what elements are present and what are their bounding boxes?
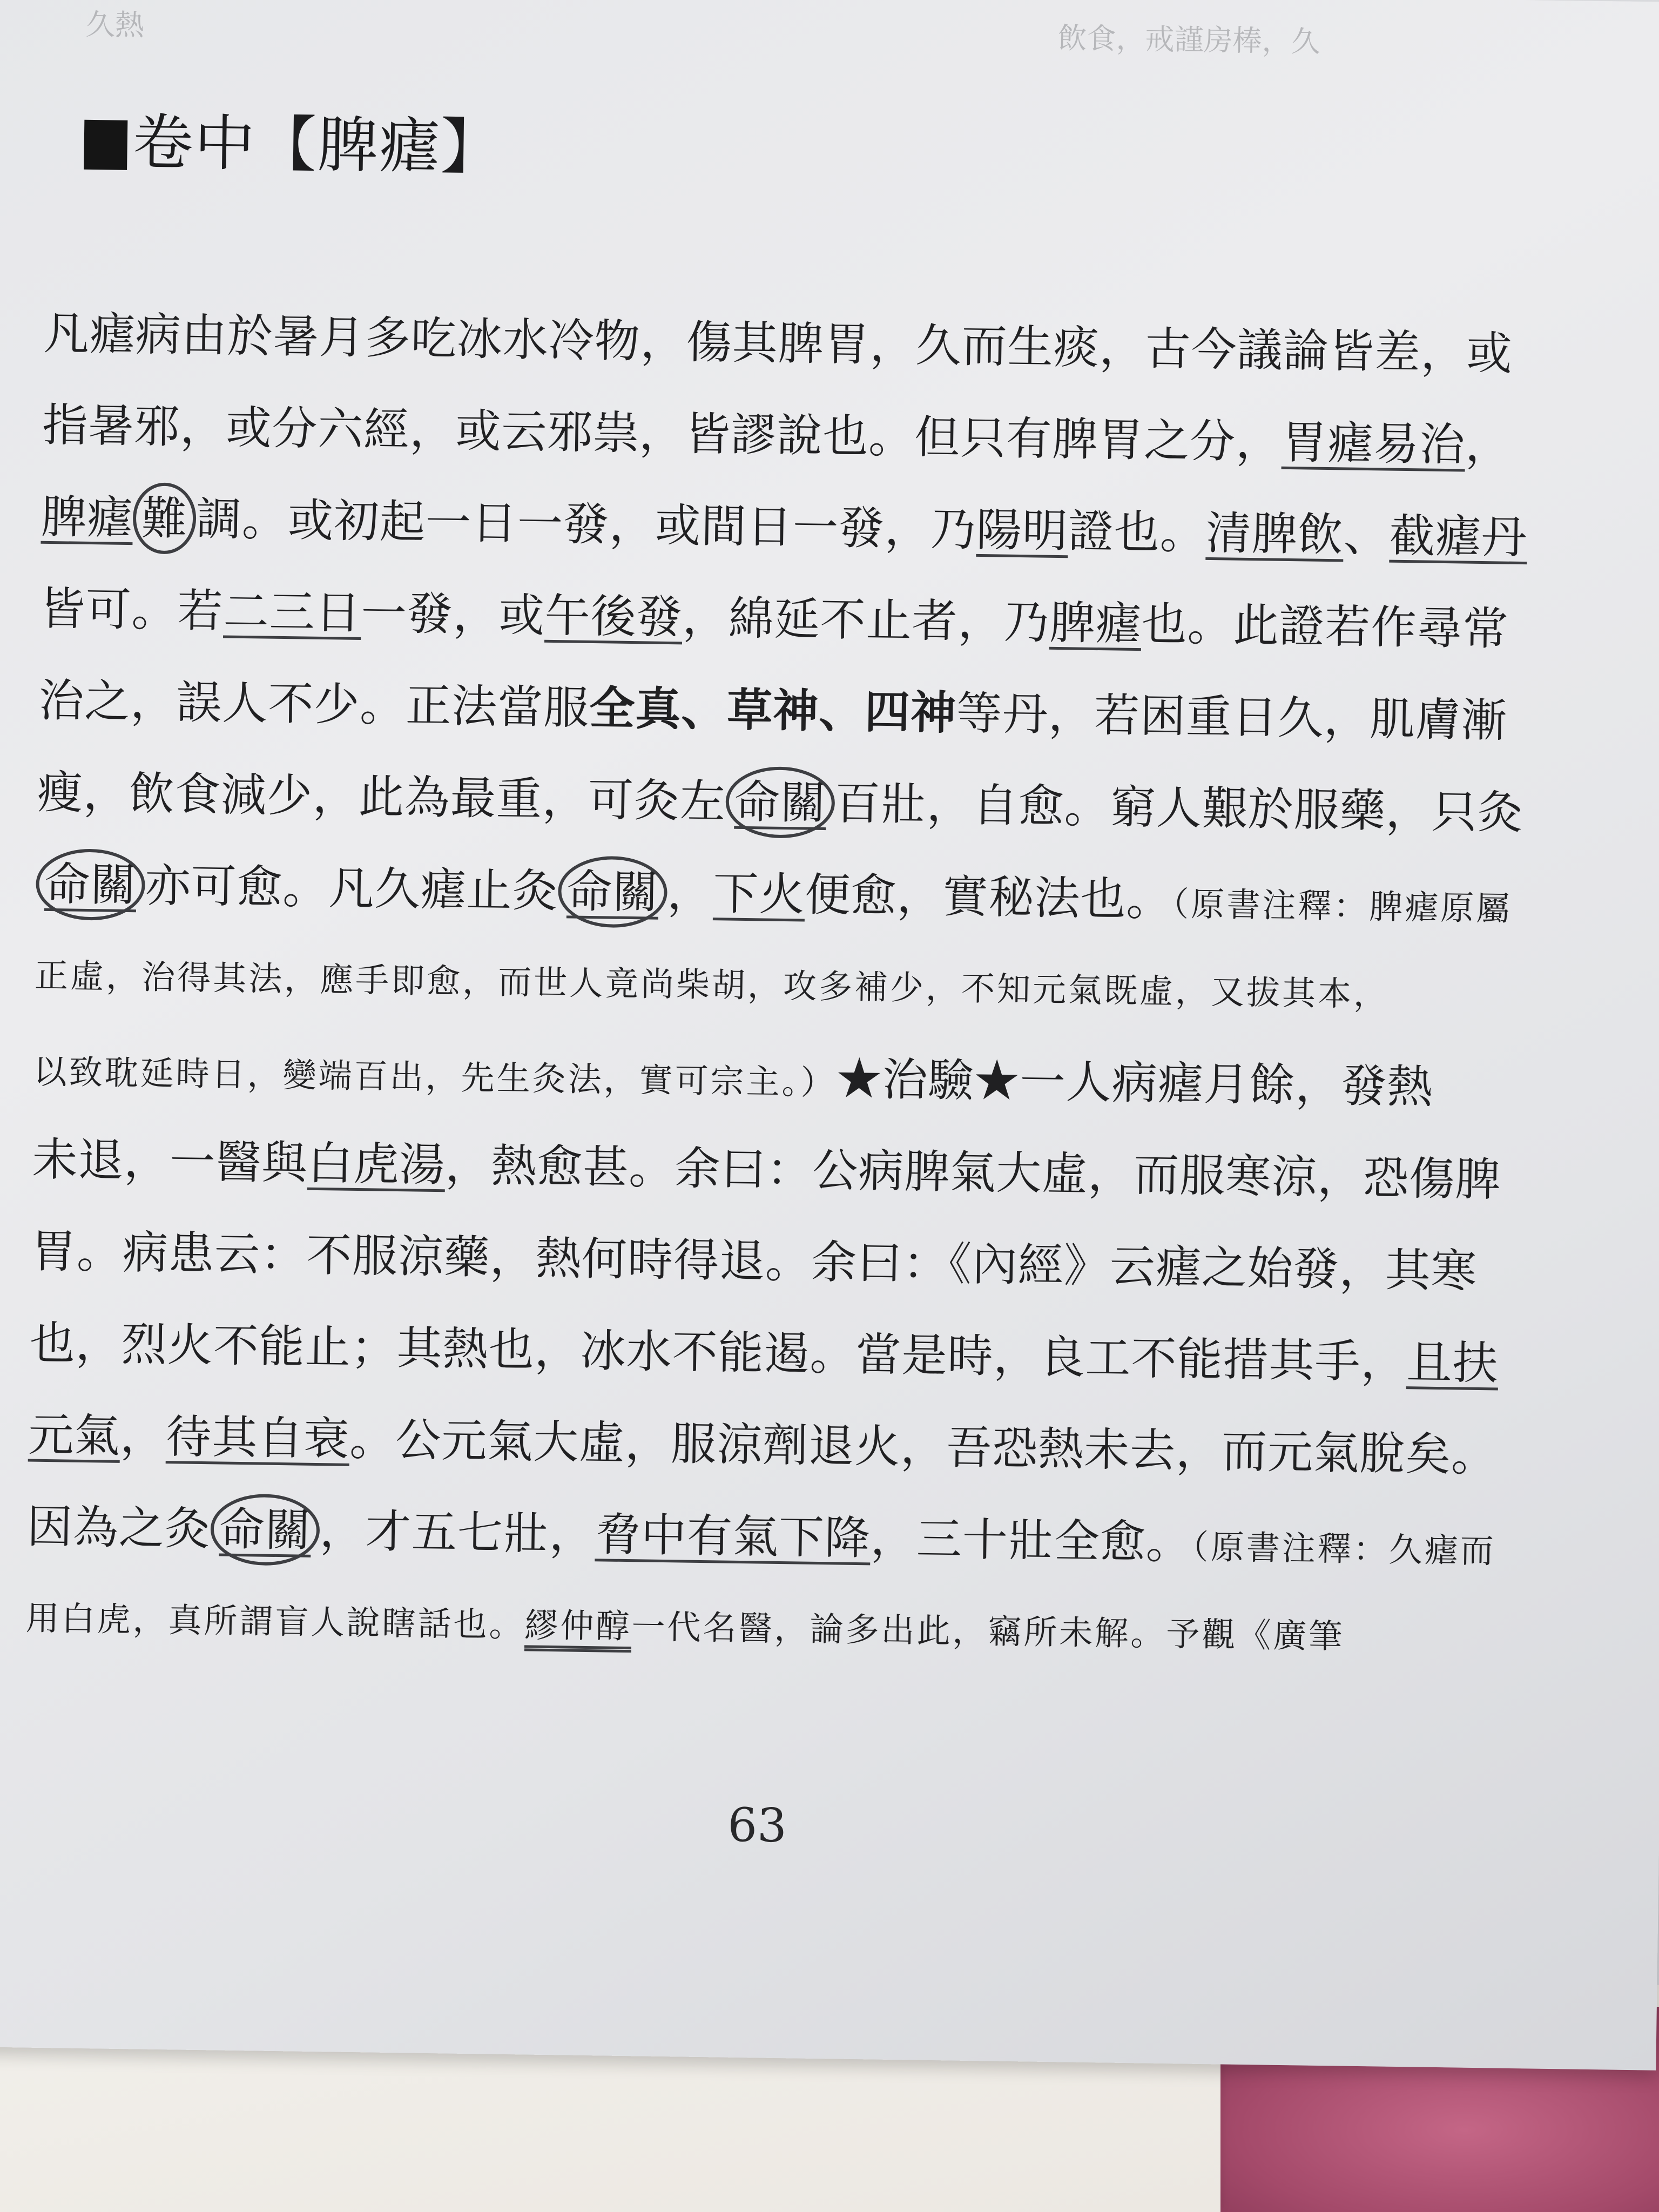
text-span: 指暑邪，或分六經，或云邪祟，皆謬說也。但只有脾胃之分， [42,398,1282,469]
text-span: 一發，或 [361,586,545,642]
annotation-text: （原書注釋：脾瘧原屬 [1171,884,1512,928]
annotation-text: （原書注釋：久瘧而 [1191,1527,1496,1571]
underlined-phrase: 截瘧丹 [1389,509,1528,564]
underlined-phrase: 陽明 [976,503,1069,558]
annotation-text: 用白虎，真所謂盲人說瞎話也。 [25,1598,525,1645]
underlined-phrase: 下火 [712,867,806,921]
text-span: ， [666,866,714,920]
bleed-through-text [85,2,1598,64]
text-span: ，熱愈甚。余曰：公病脾氣大虛，而服寒涼，恐傷脾 [444,1138,1501,1206]
text-span: 等丹，若困重日久，肌膚漸 [956,686,1508,747]
text-span: 皆可。若 [39,582,224,638]
underlined-phrase: 清脾飲 [1205,506,1344,562]
annotation-text: 一代名醫，論多出此，竊所未解。予觀《廣筆 [631,1607,1345,1656]
underlined-phrase: 待其自衰 [165,1410,350,1466]
underlined-phrase: 胃瘧易治 [1281,415,1466,471]
underlined-phrase: 二三日 [223,584,362,640]
text-span: 證也。 [1068,504,1206,559]
bold-phrase: 全真、草神、四神 [589,680,957,740]
circled-phrase: 命關 [210,1493,320,1566]
bleed-right: 飲食，戒謹房棒，久 [1057,21,1321,59]
text-span: ， [1465,418,1512,472]
text-span: 調。或初起一日一發，或間日一發，乃 [195,492,977,556]
text-span: ，綿延不止者，乃 [682,591,1050,649]
text-span: 。公元氣大虛，服涼劑退火，吾恐熱未去，而元氣脫矣。 [349,1412,1498,1482]
text-span: 亦可愈。凡久瘧止灸 [144,859,559,918]
text-span: ★治驗★一人病瘧月餘，發熱 [836,1052,1434,1114]
underlined-phrase: 午後發 [544,589,683,644]
circled-character: 難 [132,482,197,555]
main-text [25,287,1567,1685]
underlined-phrase: 脅中有氣下降 [595,1508,871,1565]
text-span: ，才五七壯， [319,1504,596,1561]
circled-phrase: 命關 [725,766,835,839]
text-span: 便愈，實秘法也。 [804,868,1173,927]
text-span: 凡瘧病由於暑月多吃冰水冷物，傷其脾胃，久而生痰，古今議論皆差，或 [43,306,1513,380]
text-span: ， [119,1409,167,1464]
text-span: 、 [1343,508,1390,562]
heading-block-icon [84,119,127,170]
text-span: 也。此證若作尋常 [1141,597,1509,656]
page-number: 63 [727,1798,787,1853]
annotation-text: 正虛，治得其法，應手即愈，而世人竟尚柴胡，攻多補少，不知元氣既虛，又拔其本， [34,955,1390,1014]
underlined-phrase: 且扶 [1406,1336,1499,1390]
annotation-text: 以致耽延時日，變端百出，先生灸法，實可宗主。） [33,1051,837,1103]
underlined-phrase: 元氣 [28,1408,121,1462]
text-span: 也，烈火不能止；其熱也，冰水不能遏。當是時，良工不能措其手， [29,1316,1407,1389]
text-span: 未退，一醫與 [31,1132,308,1190]
text-span: ，三十壯全愈。 [870,1512,1192,1569]
chapter-heading [84,93,503,186]
text-span: 瘦，飲食減少，此為最重，可灸左 [37,765,726,828]
underlined-phrase: 脾瘧 [1049,596,1142,651]
chapter-title: 卷中【脾瘧】 [132,107,503,183]
text-span: 百壯，自愈。窮人艱於服藥，只灸 [834,777,1524,840]
text-span: 胃。病患云：不服涼藥，熱何時得退。余曰：《內經》云瘧之始發，其寒 [30,1224,1478,1298]
bleed-left: 久熱 [85,7,145,43]
circled-phrase: 命關 [558,855,668,928]
text-span: 治之，誤人不少。正法當服 [38,673,590,734]
text-span: 因為之灸 [26,1500,211,1556]
double-underlined-phrase: 繆仲醇 [524,1605,632,1647]
underlined-phrase: 脾瘧 [41,490,133,545]
underlined-phrase: 白虎湯 [307,1136,446,1192]
circled-phrase: 命關 [36,848,146,921]
